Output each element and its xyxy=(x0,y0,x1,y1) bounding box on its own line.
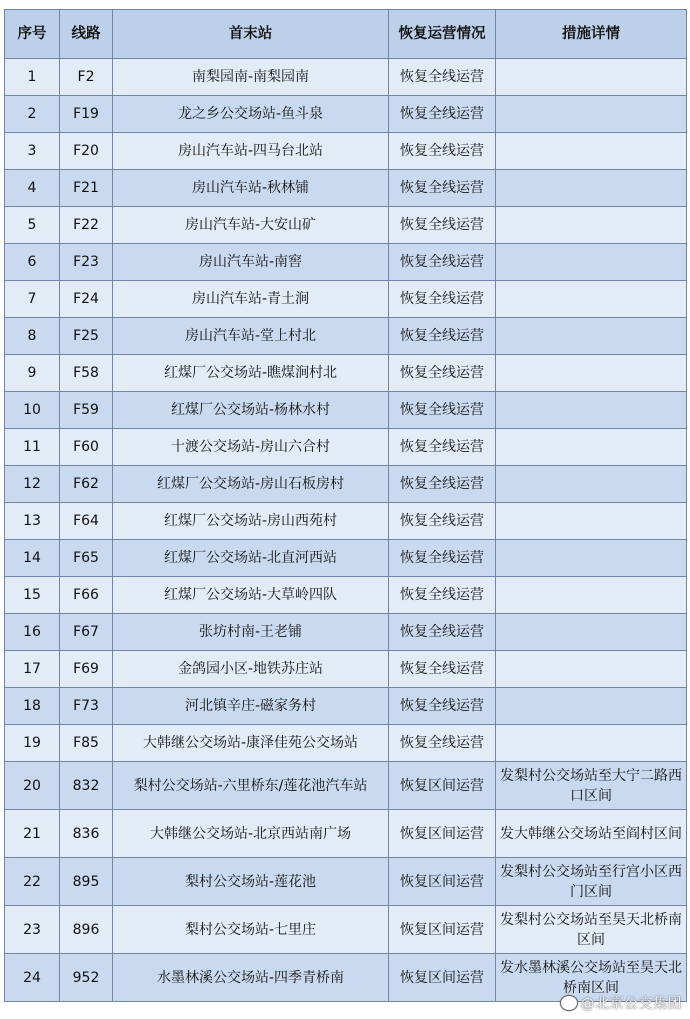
header-no: 序号 xyxy=(5,10,60,59)
row-detail xyxy=(496,466,687,503)
row-stops: 梨村公交场站-莲花池 xyxy=(113,858,389,906)
header-detail: 措施详情 xyxy=(496,10,687,59)
row-stops: 水墨林溪公交场站-四季青桥南 xyxy=(113,954,389,1002)
row-detail: 发梨村公交场站至大宁二路西口区间 xyxy=(496,762,687,810)
table-row xyxy=(5,96,687,133)
row-status: 恢复区间运营 xyxy=(389,906,496,954)
row-detail xyxy=(496,244,687,281)
row-status: 恢复区间运营 xyxy=(389,954,496,1002)
row-no: 10 xyxy=(5,392,60,429)
row-status: 恢复全线运营 xyxy=(389,688,496,725)
table-row xyxy=(5,810,687,858)
row-detail: 发水墨林溪公交场站至昊天北桥南区间 xyxy=(496,954,687,1002)
row-stops: 房山汽车站-秋林铺 xyxy=(113,170,389,207)
row-no: 6 xyxy=(5,244,60,281)
row-status: 恢复全线运营 xyxy=(389,540,496,577)
row-stops: 梨村公交场站-七里庄 xyxy=(113,906,389,954)
row-no: 13 xyxy=(5,503,60,540)
row-stops: 张坊村南-王老铺 xyxy=(113,614,389,651)
row-status: 恢复全线运营 xyxy=(389,244,496,281)
row-no: 15 xyxy=(5,577,60,614)
row-no: 12 xyxy=(5,466,60,503)
row-detail xyxy=(496,133,687,170)
row-status: 恢复全线运营 xyxy=(389,466,496,503)
row-detail xyxy=(496,577,687,614)
row-status: 恢复全线运营 xyxy=(389,170,496,207)
table-row xyxy=(5,133,687,170)
row-stops: 大韩继公交场站-北京西站南广场 xyxy=(113,810,389,858)
table-row xyxy=(5,466,687,503)
table-row xyxy=(5,355,687,392)
row-no: 5 xyxy=(5,207,60,244)
row-detail: 发梨村公交场站至昊天北桥南区间 xyxy=(496,906,687,954)
row-stops: 红煤厂公交场站-大草岭四队 xyxy=(113,577,389,614)
row-no: 1 xyxy=(5,59,60,96)
row-no: 7 xyxy=(5,281,60,318)
table-row xyxy=(5,762,687,810)
row-status: 恢复区间运营 xyxy=(389,858,496,906)
row-line: F19 xyxy=(60,96,113,133)
table-row xyxy=(5,170,687,207)
row-line: 896 xyxy=(60,906,113,954)
row-stops: 房山汽车站-青土涧 xyxy=(113,281,389,318)
header-stops: 首末站 xyxy=(113,10,389,59)
table-row xyxy=(5,281,687,318)
row-status: 恢复全线运营 xyxy=(389,577,496,614)
table-row xyxy=(5,503,687,540)
row-no: 19 xyxy=(5,725,60,762)
row-detail xyxy=(496,207,687,244)
row-no: 16 xyxy=(5,614,60,651)
row-status: 恢复全线运营 xyxy=(389,59,496,96)
table-row xyxy=(5,688,687,725)
row-detail xyxy=(496,281,687,318)
row-detail xyxy=(496,96,687,133)
row-no: 20 xyxy=(5,762,60,810)
row-stops: 红煤厂公交场站-北直河西站 xyxy=(113,540,389,577)
row-detail xyxy=(496,170,687,207)
row-line: F24 xyxy=(60,281,113,318)
row-line: F21 xyxy=(60,170,113,207)
row-stops: 房山汽车站-南窖 xyxy=(113,244,389,281)
row-line: F69 xyxy=(60,651,113,688)
row-status: 恢复全线运营 xyxy=(389,96,496,133)
row-status: 恢复全线运营 xyxy=(389,429,496,466)
row-stops: 房山汽车站-大安山矿 xyxy=(113,207,389,244)
row-status: 恢复全线运营 xyxy=(389,133,496,170)
watermark-text: @北京公交集团 xyxy=(580,996,682,1012)
row-no: 22 xyxy=(5,858,60,906)
row-stops: 龙之乡公交场站-鱼斗泉 xyxy=(113,96,389,133)
table-row xyxy=(5,651,687,688)
row-stops: 红煤厂公交场站-房山石板房村 xyxy=(113,466,389,503)
row-line: F20 xyxy=(60,133,113,170)
row-status: 恢复全线运营 xyxy=(389,318,496,355)
table-row xyxy=(5,725,687,762)
row-detail xyxy=(496,688,687,725)
row-detail xyxy=(496,355,687,392)
row-no: 8 xyxy=(5,318,60,355)
table-row xyxy=(5,577,687,614)
row-line: 832 xyxy=(60,762,113,810)
header-line: 线路 xyxy=(60,10,113,59)
table-row xyxy=(5,906,687,954)
row-stops: 房山汽车站-四马台北站 xyxy=(113,133,389,170)
table-row xyxy=(5,540,687,577)
row-detail xyxy=(496,651,687,688)
row-line: F73 xyxy=(60,688,113,725)
row-no: 9 xyxy=(5,355,60,392)
row-line: F59 xyxy=(60,392,113,429)
row-detail xyxy=(496,614,687,651)
table-row xyxy=(5,318,687,355)
row-line: F67 xyxy=(60,614,113,651)
row-stops: 红煤厂公交场站-房山西苑村 xyxy=(113,503,389,540)
table-row xyxy=(5,207,687,244)
row-line: F65 xyxy=(60,540,113,577)
row-no: 2 xyxy=(5,96,60,133)
row-detail xyxy=(496,318,687,355)
row-stops: 红煤厂公交场站-瞧煤涧村北 xyxy=(113,355,389,392)
row-no: 14 xyxy=(5,540,60,577)
row-detail xyxy=(496,540,687,577)
row-line: 895 xyxy=(60,858,113,906)
row-line: F25 xyxy=(60,318,113,355)
row-status: 恢复全线运营 xyxy=(389,503,496,540)
recovery-table-container xyxy=(4,9,686,1002)
table-row xyxy=(5,858,687,906)
row-stops: 大韩继公交场站-康泽佳苑公交场站 xyxy=(113,725,389,762)
table-body xyxy=(5,59,687,1002)
row-detail: 发大韩继公交场站至阎村区间 xyxy=(496,810,687,858)
watermark xyxy=(560,993,683,1013)
row-no: 11 xyxy=(5,429,60,466)
row-line: F66 xyxy=(60,577,113,614)
row-stops: 十渡公交场站-房山六合村 xyxy=(113,429,389,466)
row-line: F58 xyxy=(60,355,113,392)
row-detail xyxy=(496,429,687,466)
row-line: F64 xyxy=(60,503,113,540)
row-status: 恢复区间运营 xyxy=(389,762,496,810)
header-status: 恢复运营情况 xyxy=(389,10,496,59)
row-line: 952 xyxy=(60,954,113,1002)
table-row xyxy=(5,244,687,281)
row-detail xyxy=(496,59,687,96)
row-status: 恢复区间运营 xyxy=(389,810,496,858)
table-header-row xyxy=(5,10,687,59)
row-status: 恢复全线运营 xyxy=(389,651,496,688)
row-status: 恢复全线运营 xyxy=(389,281,496,318)
row-stops: 南梨园南-南梨园南 xyxy=(113,59,389,96)
table-row xyxy=(5,59,687,96)
row-stops: 河北镇辛庄-磁家务村 xyxy=(113,688,389,725)
row-stops: 金鸽园小区-地铁苏庄站 xyxy=(113,651,389,688)
row-line: F23 xyxy=(60,244,113,281)
row-no: 4 xyxy=(5,170,60,207)
row-no: 24 xyxy=(5,954,60,1002)
row-detail xyxy=(496,503,687,540)
table-row xyxy=(5,614,687,651)
row-status: 恢复全线运营 xyxy=(389,725,496,762)
row-detail xyxy=(496,725,687,762)
row-no: 23 xyxy=(5,906,60,954)
row-line: 836 xyxy=(60,810,113,858)
bus-recovery-table xyxy=(4,9,687,1002)
row-stops: 房山汽车站-堂上村北 xyxy=(113,318,389,355)
row-status: 恢复全线运营 xyxy=(389,392,496,429)
table-row xyxy=(5,392,687,429)
row-no: 3 xyxy=(5,133,60,170)
weibo-icon xyxy=(560,995,578,1011)
row-no: 21 xyxy=(5,810,60,858)
row-detail: 发梨村公交场站至行宫小区西门区间 xyxy=(496,858,687,906)
row-no: 17 xyxy=(5,651,60,688)
row-line: F60 xyxy=(60,429,113,466)
row-line: F22 xyxy=(60,207,113,244)
row-detail xyxy=(496,392,687,429)
row-line: F2 xyxy=(60,59,113,96)
row-no: 18 xyxy=(5,688,60,725)
table-row xyxy=(5,429,687,466)
row-line: F62 xyxy=(60,466,113,503)
row-status: 恢复全线运营 xyxy=(389,207,496,244)
row-stops: 梨村公交场站-六里桥东/莲花池汽车站 xyxy=(113,762,389,810)
row-line: F85 xyxy=(60,725,113,762)
row-stops: 红煤厂公交场站-杨林水村 xyxy=(113,392,389,429)
row-status: 恢复全线运营 xyxy=(389,355,496,392)
row-status: 恢复全线运营 xyxy=(389,614,496,651)
